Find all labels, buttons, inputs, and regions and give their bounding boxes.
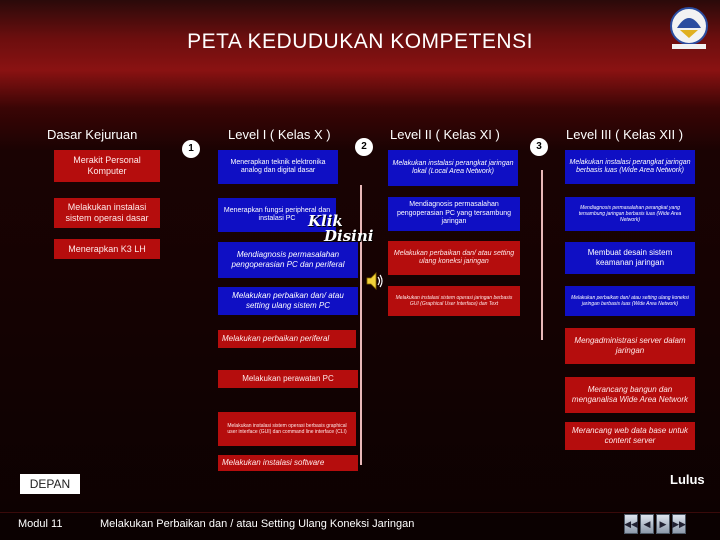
nav-first-icon[interactable]: ◀◀ <box>624 514 638 534</box>
level1-item-7: Melakukan instalasi sistem operasi berbasis graphical user interface (GUI) dan command line interface (CLI) <box>218 412 356 446</box>
level1-item-2: Menerapkan fungsi peripheral dan instalasi PC <box>218 198 336 232</box>
dasar-item-3: Menerapkan K3 LH <box>54 239 160 259</box>
depan-button[interactable]: DEPAN <box>20 474 80 494</box>
level3-item-7: Merancang web data base untuk content server <box>565 422 695 450</box>
connector-line-level-2 <box>541 170 543 340</box>
page-title: PETA KEDUDUKAN KOMPETENSI <box>187 30 533 53</box>
nav-prev-icon[interactable]: ◀ <box>640 514 654 534</box>
level-3-badge: 3 <box>530 138 548 156</box>
header-level-3: Level III ( Kelas XII ) <box>566 127 684 142</box>
level3-item-2: Mendiagnosis permasalahan perangkat yang tersambung jaringan berbasis luas (Wide Area Network) <box>565 197 695 231</box>
level2-item-3: Melakukan perbaikan dan/ atau setting ulang koneksi jaringan <box>388 241 520 275</box>
level2-item-1: Melakukan instalasi perangkat jaringan lokal (Local Area Network) <box>388 150 518 186</box>
nav-last-icon[interactable]: ▶▶ <box>672 514 686 534</box>
klik-disini-line-1: Klik <box>308 212 343 230</box>
level3-item-1: Melakukan instalasi perangkat jaringan berbasis luas (Wide Area Network) <box>565 150 695 184</box>
footer-title: Melakukan Perbaikan dan / atau Setting Ulang Koneksi Jaringan <box>100 518 415 530</box>
level2-item-2: Mendiagnosis permasalahan pengoperasian PC yang tersambung jaringan <box>388 197 520 231</box>
level1-item-6: Melakukan perawatan PC <box>218 370 358 388</box>
level1-item-5: Melakukan perbaikan periferal <box>218 330 356 348</box>
level3-item-5: Mengadministrasi server dalam jaringan <box>565 328 695 364</box>
level1-item-1: Menerapkan teknik elektronika analog dan digital dasar <box>218 150 338 184</box>
header-level-2: Level II ( Kelas XI ) <box>390 127 500 142</box>
footer-module: Modul 11 <box>18 518 63 530</box>
level2-item-4: Melakukan instalasi sistem operasi jaringan berbasis GUI (Graphical User Interface) dan Text <box>388 286 520 316</box>
dasar-item-1: Merakit Personal Komputer <box>54 150 160 182</box>
header-dasar-kejuruan: Dasar Kejuruan <box>47 127 138 142</box>
level3-item-3: Membuat desain sistem keamanan jaringan <box>565 242 695 274</box>
level-2-badge: 2 <box>355 138 373 156</box>
speaker-icon[interactable] <box>364 270 386 292</box>
lulus-link[interactable]: Lulus <box>670 472 705 487</box>
level3-item-6: Merancang bangun dan menganalisa Wide Area Network <box>565 377 695 413</box>
klik-disini-link[interactable] <box>308 212 373 245</box>
level3-item-4: Melakukan perbaikan dan/ atau setting ulang koneksi jaringan berbasis luas (Wide Area Network) <box>565 286 695 316</box>
level1-item-8: Melakukan instalasi software <box>218 455 358 471</box>
level1-item-4: Melakukan perbaikan dan/ atau setting ulang sistem PC <box>218 287 358 315</box>
level-1-badge: 1 <box>182 140 200 158</box>
nav-next-icon[interactable]: ▶ <box>656 514 670 534</box>
dasar-item-2: Melakukan instalasi sistem operasi dasar <box>54 198 160 228</box>
header-level-1: Level I ( Kelas X ) <box>228 127 331 142</box>
level1-item-3: Mendiagnosis permasalahan pengoperasian PC dan periferal <box>218 242 358 278</box>
klik-disini-line-2: Disini <box>324 227 374 245</box>
